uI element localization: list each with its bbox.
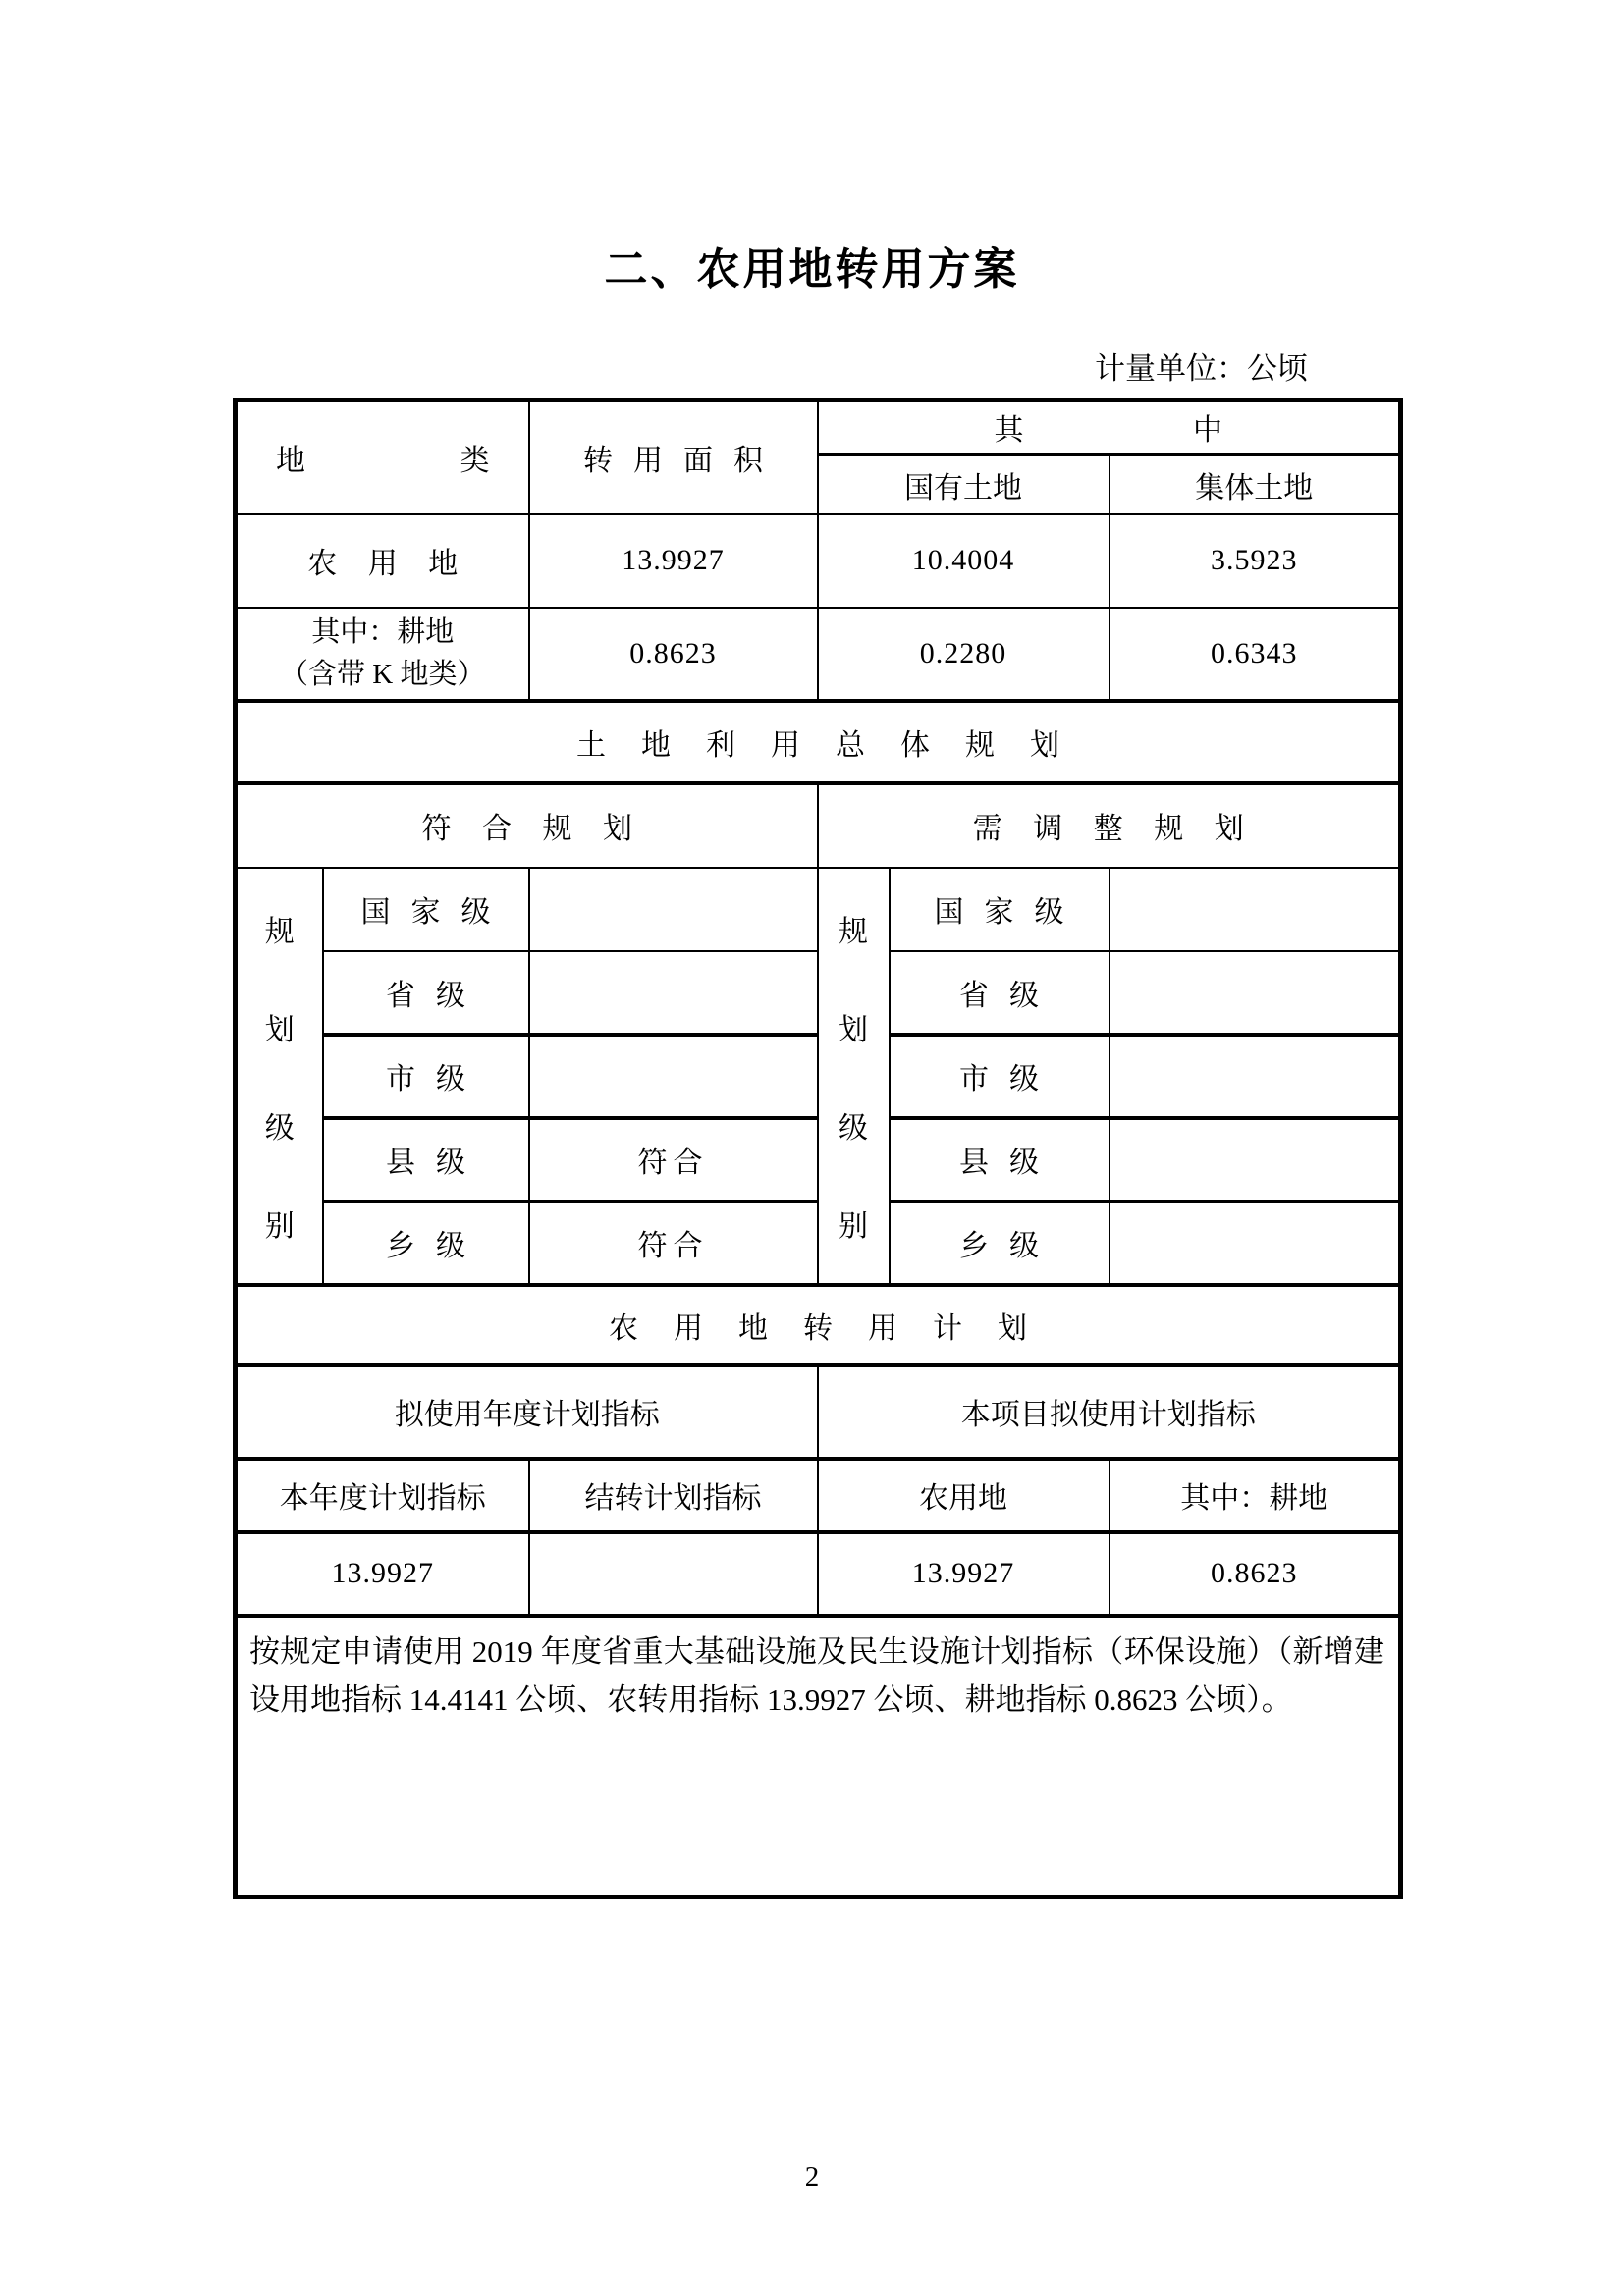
level-adjust-national	[1110, 868, 1401, 951]
row-agricultural-land	[236, 514, 1401, 608]
cultivated-state-value: 0.2280	[818, 608, 1110, 701]
header-conversion-area: 转 用 面 积	[529, 400, 818, 514]
cultivated-label-line2: （含带 K 地类）	[280, 658, 486, 690]
vchar: 划	[839, 1013, 868, 1046]
vchar: 别	[264, 1209, 295, 1243]
level-adjust-province	[1110, 951, 1401, 1035]
agricultural-total-value: 13.9927	[529, 514, 818, 608]
row-indicator-labels	[236, 1459, 1401, 1532]
row-level-national	[236, 868, 1401, 951]
note-text: 按规定申请使用 2019 年度省重大基础设施及民生设施计划指标（环保设施）（新增建设用地指标 14.4141 公顷、农转用指标 13.9927 公顷、耕地指标 0.8623 公顷）。	[236, 1616, 1401, 1897]
comply-plan-header: 符 合 规 划	[236, 783, 818, 868]
cultivated-land-label	[236, 608, 529, 701]
header-land-type: 地 类	[236, 400, 529, 514]
header-state-owned: 国有土地	[818, 454, 1110, 514]
vchar: 规	[839, 915, 868, 948]
row-plan-subheaders	[236, 783, 1401, 868]
carryover-indicator-value	[529, 1532, 818, 1616]
agricultural-indicator-value: 13.9927	[818, 1532, 1110, 1616]
land-conversion-table	[233, 398, 1403, 1899]
current-year-indicator-value: 13.9927	[236, 1532, 529, 1616]
level-label-province-left: 省 级	[323, 951, 529, 1035]
level-label-township-right: 乡 级	[890, 1201, 1110, 1285]
conversion-plan-title: 农 用 地 转 用 计 划	[236, 1285, 1401, 1365]
row-plan-indicator-headers	[236, 1365, 1401, 1459]
agricultural-state-value: 10.4004	[818, 514, 1110, 608]
plan-level-vertical-left	[236, 868, 323, 1285]
level-label-national-right: 国 家 级	[890, 868, 1110, 951]
cultivated-collective-value: 0.6343	[1110, 608, 1401, 701]
vchar: 规	[264, 915, 295, 948]
level-label-county-right: 县 级	[890, 1118, 1110, 1201]
row-indicator-values	[236, 1532, 1401, 1616]
header-row-top	[236, 400, 1401, 454]
level-label-township-left: 乡 级	[323, 1201, 529, 1285]
level-adjust-township	[1110, 1201, 1401, 1285]
carryover-indicator-label: 结转计划指标	[529, 1459, 818, 1532]
plan-level-vertical-right-text	[819, 880, 889, 1272]
level-comply-province	[529, 951, 818, 1035]
cultivated-indicator-label: 其中：耕地	[1110, 1459, 1401, 1532]
page-number: 2	[804, 2162, 820, 2193]
unit-label: 计量单位：公顷	[1095, 351, 1308, 386]
level-comply-county: 符合	[529, 1118, 818, 1201]
project-indicator-header: 本项目拟使用计划指标	[818, 1365, 1401, 1459]
header-of-which: 其 中	[818, 400, 1401, 454]
agricultural-land-label: 农 用 地	[236, 514, 529, 608]
level-comply-township: 符合	[529, 1201, 818, 1285]
page-title: 二、农用地转用方案	[604, 245, 1020, 294]
vchar: 别	[839, 1209, 868, 1243]
header-collective: 集体土地	[1110, 454, 1401, 514]
level-comply-national	[529, 868, 818, 951]
agricultural-indicator-label: 农用地	[818, 1459, 1110, 1532]
adjust-plan-header: 需 调 整 规 划	[818, 783, 1401, 868]
section-overall-plan	[236, 701, 1401, 783]
vchar: 级	[264, 1111, 295, 1145]
plan-level-vertical-right	[818, 868, 890, 1285]
level-label-city-right: 市 级	[890, 1035, 1110, 1118]
level-label-national-left: 国 家 级	[323, 868, 529, 951]
row-note	[236, 1616, 1401, 1897]
cultivated-label-line1: 其中：耕地	[311, 616, 455, 649]
level-label-province-right: 省 级	[890, 951, 1110, 1035]
level-adjust-city	[1110, 1035, 1401, 1118]
current-year-indicator-label: 本年度计划指标	[236, 1459, 529, 1532]
row-cultivated-land	[236, 608, 1401, 701]
annual-indicator-header: 拟使用年度计划指标	[236, 1365, 818, 1459]
section-conversion-plan	[236, 1285, 1401, 1365]
cultivated-indicator-value: 0.8623	[1110, 1532, 1401, 1616]
level-comply-city	[529, 1035, 818, 1118]
vchar: 级	[839, 1111, 868, 1145]
level-adjust-county	[1110, 1118, 1401, 1201]
level-label-county-left: 县 级	[323, 1118, 529, 1201]
level-label-city-left: 市 级	[323, 1035, 529, 1118]
agricultural-collective-value: 3.5923	[1110, 514, 1401, 608]
cultivated-total-value: 0.8623	[529, 608, 818, 701]
overall-plan-title: 土 地 利 用 总 体 规 划	[236, 701, 1401, 783]
vchar: 划	[264, 1013, 295, 1046]
plan-level-vertical-left-text	[238, 880, 322, 1272]
